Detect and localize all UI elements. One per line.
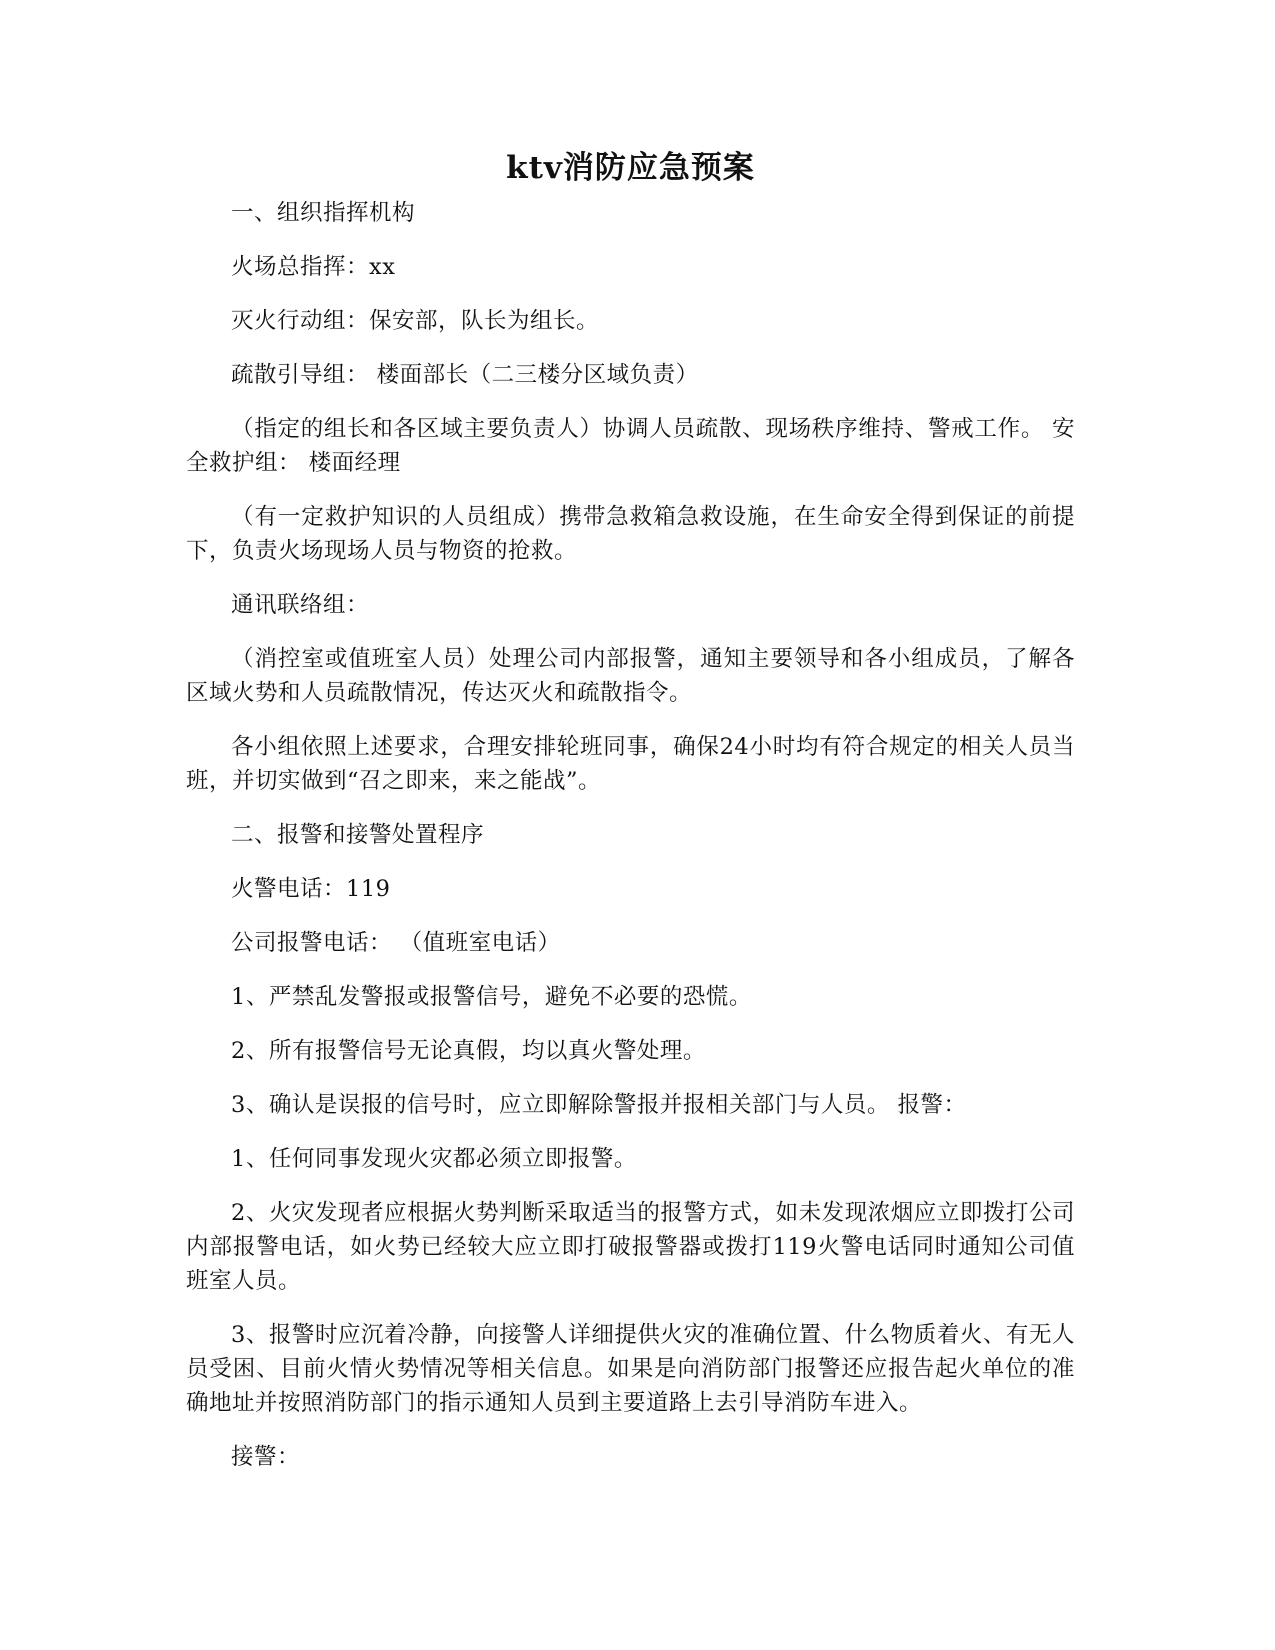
paragraph-rule-3: 3、确认是误报的信号时，应立即解除警报并报相关部门与人员。 报警： bbox=[231, 1092, 967, 1118]
paragraph-communication-duties: （消控室或值班室人员）处理公司内部报警，通知主要领导和各小组成员，了解各区域火势和人员疏散情况，传达灭火和疏散指令。 bbox=[186, 646, 1075, 706]
paragraph-evacuation-duties: （指定的组长和各区域主要负责人）协调人员疏散、现场秩序维持、警戒工作。 安全救护组： 楼面经理 bbox=[186, 416, 1075, 476]
paragraph-rule-1: 1、严禁乱发警报或报警信号，避免不必要的恐慌。 bbox=[231, 984, 752, 1010]
paragraph-section-1-heading: 一、组织指挥机构 bbox=[231, 200, 416, 226]
paragraph-rule-2: 2、所有报警信号无论真假，均以真火警处理。 bbox=[231, 1038, 706, 1064]
paragraph-section-2-heading: 二、报警和接警处置程序 bbox=[231, 822, 485, 848]
paragraph-company-phone: 公司报警电话： （值班室电话） bbox=[231, 930, 561, 956]
paragraph-report-1: 1、任何同事发现火灾都必须立即报警。 bbox=[231, 1146, 637, 1172]
paragraph-receive-alarm: 接警： bbox=[231, 1444, 301, 1470]
paragraph-report-3: 3、报警时应沉着冷静，向接警人详细提供火灾的准确位置、什么物质着火、有无人员受困、目前火情火势情况等相关信息。如果是向消防部门报警还应报告起火单位的准确地址并按照消防部门的指示通知人员到主要道路上去引导消防车进入。 bbox=[186, 1322, 1075, 1416]
document-title: ktv消防应急预案 bbox=[506, 150, 755, 186]
paragraph-evacuation-group: 疏散引导组： 楼面部长（二三楼分区域负责） bbox=[231, 362, 699, 388]
paragraph-communication-group: 通讯联络组： bbox=[231, 592, 370, 618]
paragraph-rescue-duties: （有一定救护知识的人员组成）携带急救箱急救设施，在生命安全得到保证的前提下，负责火场现场人员与物资的抢救。 bbox=[186, 504, 1075, 564]
paragraph-report-2: 2、火灾发现者应根据火势判断采取适当的报警方式，如未发现浓烟应立即拨打公司内部报警电话，如火势已经较大应立即打破报警器或拨打119火警电话同时通知公司值班室人员。 bbox=[186, 1200, 1075, 1294]
paragraph-firefighting-group: 灭火行动组：保安部，队长为组长。 bbox=[231, 308, 600, 334]
paragraph-commander: 火场总指挥：xx bbox=[231, 254, 396, 280]
paragraph-fire-phone: 火警电话：119 bbox=[231, 876, 391, 902]
paragraph-shift-requirements: 各小组依照上述要求，合理安排轮班同事，确保24小时均有符合规定的相关人员当班，并切实做到“召之即来，来之能战”。 bbox=[186, 734, 1075, 794]
